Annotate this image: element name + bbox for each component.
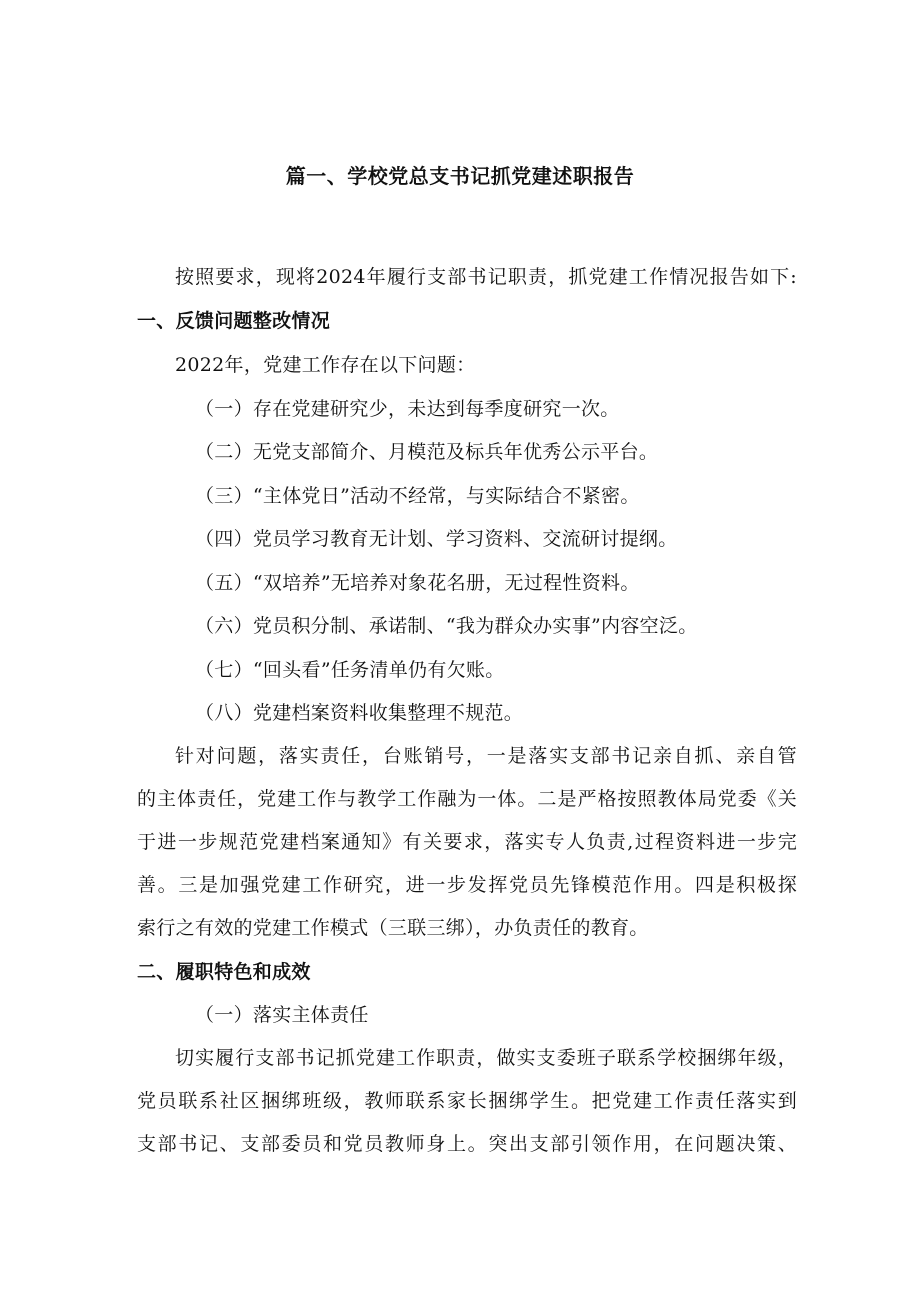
section-2-heading: 二、履职特色和成效 <box>137 961 311 983</box>
section-1-heading: 一、反馈问题整改情况 <box>137 310 331 332</box>
issue-item: （八）党建档案资料收集整理不规范。 <box>195 702 524 724</box>
document-title: 篇一、学校党总支书记抓党建述职报告 <box>285 164 635 188</box>
responsibility-paragraph-line: 党员联系社区捆绑班级，教师联系家长捆绑学生。把党建工作责任落实到 <box>137 1090 797 1112</box>
issue-item: （七）“回头看”任务清单仍有欠账。 <box>195 659 505 681</box>
intro-paragraph: 按照要求，现将2024年履行支部书记职责，抓党建工作情况报告如下: <box>175 266 797 288</box>
rectification-paragraph-line: 善。三是加强党建工作研究，进一步发挥党员先锋模范作用。四是积极探 <box>137 874 797 896</box>
rectification-paragraph-line: 于进一步规范党建档案通知》有关要求，落实专人负责,过程资料进一步完 <box>137 831 797 853</box>
issue-item: （五）“双培养”无培养对象花名册，无过程性资料。 <box>195 572 640 594</box>
responsibility-paragraph-line: 支部书记、支部委员和党员教师身上。突出支部引领作用，在问题决策、 <box>137 1133 797 1155</box>
rectification-paragraph-line: 的主体责任，党建工作与教学工作融为一体。二是严格按照教体局党委《关 <box>137 788 797 810</box>
responsibility-paragraph-line: 切实履行支部书记抓党建工作职责，做实支委班子联系学校捆绑年级， <box>175 1047 797 1069</box>
issue-item: （一）存在党建研究少，未达到每季度研究一次。 <box>195 398 620 420</box>
rectification-paragraph-line: 针对问题，落实责任，台账销号，一是落实支部书记亲自抓、亲自管 <box>175 745 797 767</box>
issue-item: （二）无党支部简介、月模范及标兵年优秀公示平台。 <box>195 441 659 463</box>
section-1-lead: 2022年，党建工作存在以下问题： <box>175 354 476 376</box>
section-2-subheading: （一）落实主体责任 <box>195 1004 369 1026</box>
issue-item: （六）党员积分制、承诺制、“我为群众办实事”内容空泛。 <box>195 615 698 637</box>
issue-item: （四）党员学习教育无计划、学习资料、交流研讨提纲。 <box>195 528 678 550</box>
issue-item: （三）“主体党日”活动不经常，与实际结合不紧密。 <box>195 485 640 507</box>
rectification-paragraph-line: 索行之有效的党建工作模式（三联三绑），办负责任的教育。 <box>137 917 649 939</box>
